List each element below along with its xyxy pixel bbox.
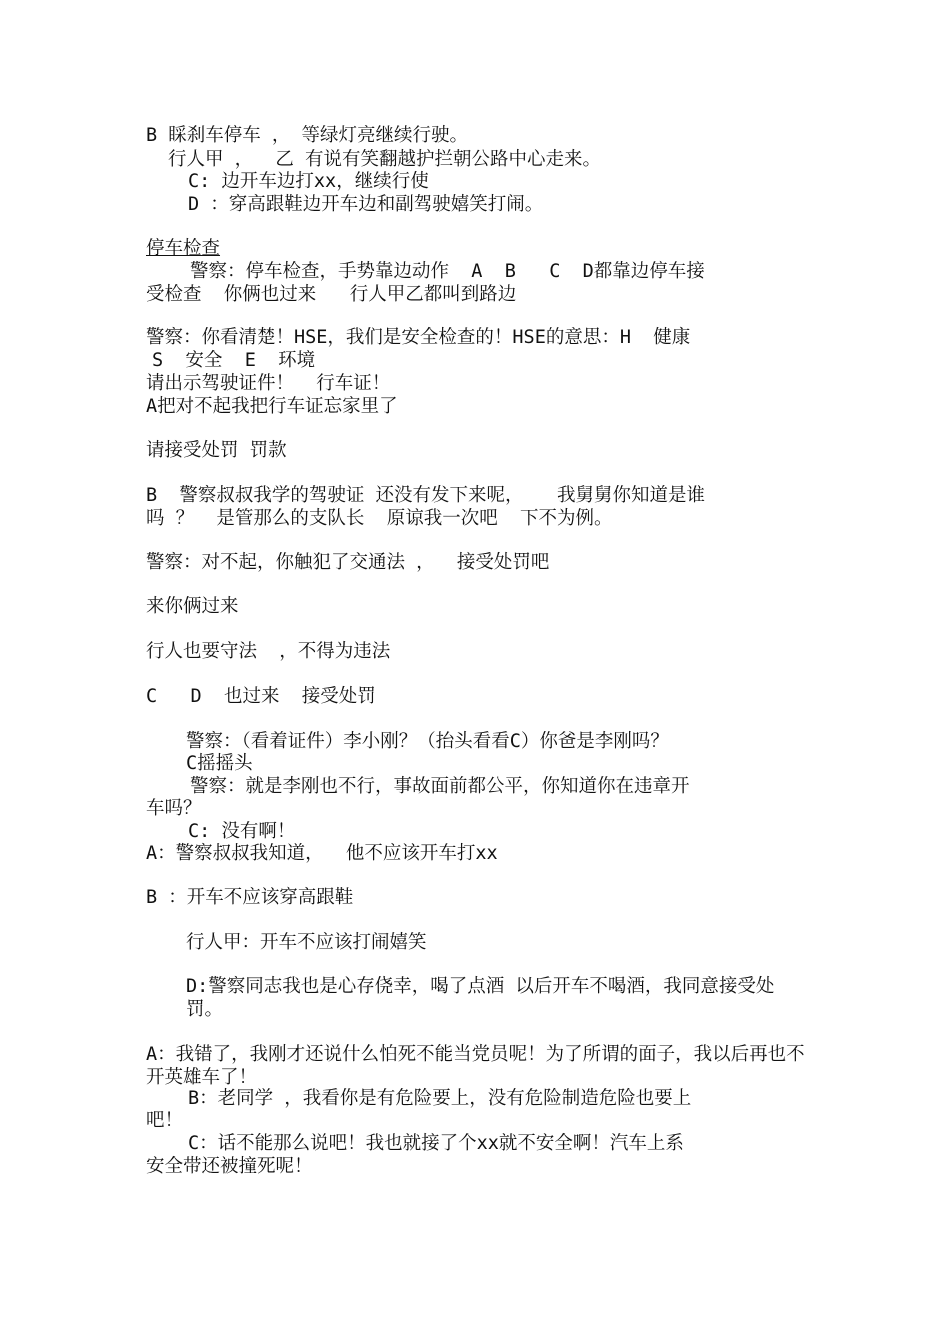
text-line: 警察：停车检查，手势靠边动作 A B C D都靠边停车接 (190, 261, 705, 282)
text-line: 安全带还被撞死呢！ (146, 1156, 313, 1177)
text-line: 来你俩过来 (146, 596, 239, 617)
text-line: 警察：对不起，你触犯了交通法 ， 接受处罚吧 (146, 552, 550, 573)
text-line: C：话不能那么说吧！我也就接了个xx就不安全啊！汽车上系 (188, 1133, 684, 1154)
text-paragraph: D:警察同志我也是心存侥幸，喝了点酒 以后开车不喝酒，我同意接受处罚。 (186, 976, 775, 1020)
text-line: C D 也过来 接受处罚 (146, 686, 376, 707)
text-paragraph: A：我错了，我刚才还说什么怕死不能当党员呢！为了所谓的面子，我以后再也不开英雄车了！ (146, 1044, 805, 1088)
text-line: 警察：就是李刚也不行，事故面前都公平，你知道你在违章开 (190, 776, 690, 797)
text-line: 行人也要守法 ，不得为违法 (146, 641, 391, 662)
text-line: D ：穿高跟鞋边开车边和副驾驶嬉笑打闹。 (188, 194, 544, 215)
text-line: 请出示驾驶证件！ 行车证！ (146, 373, 391, 394)
section-heading: 停车检查 (146, 238, 221, 259)
text-line: C: 边开车边打xx，继续行使 (188, 171, 429, 192)
text-line: B ：开车不应该穿高跟鞋 (146, 887, 354, 908)
text-line: A把对不起我把行车证忘家里了 (146, 396, 398, 417)
text-line: 行人甲：开车不应该打闹嬉笑 (186, 932, 427, 953)
text-line: C摇摇头 (186, 753, 253, 774)
text-line: C: 没有啊！ (188, 821, 296, 842)
text-line: B 警察叔叔我学的驾驶证 还没有发下来呢， 我舅舅你知道是谁 (146, 485, 705, 506)
text-line: 警察：（看着证件）李小刚？（抬头看看C）你爸是李刚吗？ (186, 731, 669, 752)
text-line: B 睬刹车停车 ， 等绿灯亮继续行驶。 (146, 125, 469, 146)
text-line: A：警察叔叔我知道， 他不应该开车打xx (146, 843, 498, 864)
text-line: S 安全 E 环境 (152, 350, 316, 371)
text-line: 受检查 你俩也过来 行人甲乙都叫到路边 (146, 284, 517, 305)
text-line: 行人甲 ， 乙 有说有笑翻越护拦朝公路中心走来。 (168, 149, 602, 170)
text-line: 警察：你看清楚！HSE，我们是安全检查的！HSE的意思：H 健康 (146, 327, 691, 348)
text-line: 请接受处罚 罚款 (146, 440, 287, 461)
text-line: B：老同学 ，我看你是有危险要上，没有危险制造危险也要上 (188, 1088, 692, 1109)
text-line: 吧！ (146, 1110, 184, 1131)
text-line: 吗 ？ 是管那么的支队长 原谅我一次吧 下不为例。 (146, 508, 613, 529)
text-line: 车吗？ (146, 798, 202, 819)
